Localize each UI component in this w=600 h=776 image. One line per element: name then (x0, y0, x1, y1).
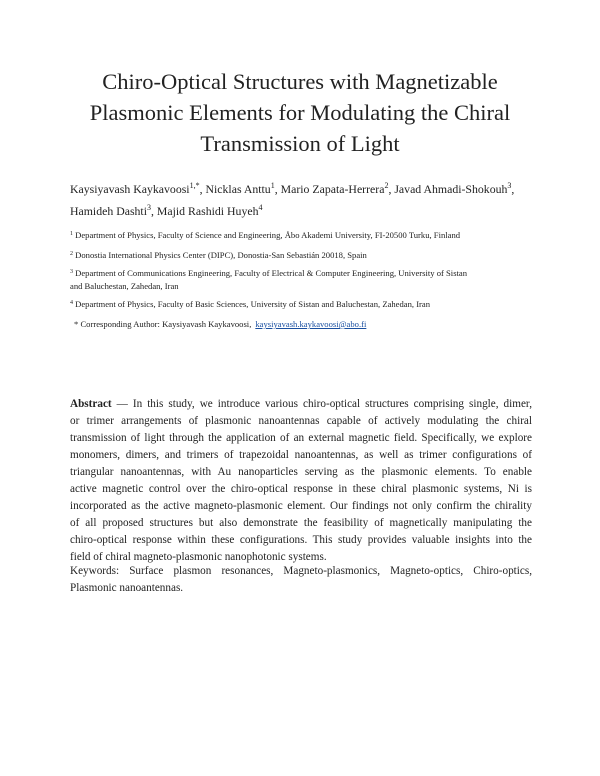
abstract-line: of all proposed structures but also demonstrate the feasibility of magnetically manipulating the (70, 517, 532, 529)
keywords-line: Plasmonic nanoantennas. (70, 582, 184, 594)
affiliation-mark: 3 (70, 269, 73, 275)
affiliation-text: Department of Physics, Faculty of Basic Sciences, University of Sistan and Baluchestan, Zahedan, Iran (75, 299, 431, 309)
keywords-line: Keywords: Surface plasmon resonances, Magneto-plasmonics, Magneto-optics, Chiro-optics, (70, 565, 532, 577)
affiliation (70, 298, 532, 311)
author-line: Kaysiyavash Kaykavoosi$^{1,*}$, Nicklas Anttu$^1$, Mario Zapata-Herrera$^2$, Javad Ahmadi-Shokouh$^3$, (70, 181, 515, 196)
affiliation-text: and Baluchestan, Zahedan, Iran (70, 281, 179, 291)
abstract-line: incorporated as the active magneto-plasmonic element. Our findings not only confirm the chirality (70, 500, 532, 512)
author-affiliation-mark: 1 (270, 181, 275, 190)
author-line: Hamideh Dashti$^3$, Majid Rashidi Huyeh$^4$ (70, 203, 263, 218)
author-affiliation-mark: 4 (258, 203, 263, 212)
abstract-line (70, 396, 532, 413)
affiliation-mark: 4 (70, 300, 73, 306)
author-name: Mario Zapata-Herrera (280, 182, 385, 196)
abstract (70, 396, 532, 566)
author-name: Hamideh Dashti (70, 204, 147, 218)
title-line: Transmission of Light (200, 131, 400, 156)
abstract-label: Abstract (70, 398, 112, 410)
abstract-line: or trimer arrangements of plasmonic nanoantennas capable of actively modulating the chiral (70, 415, 532, 427)
abstract-line: chiro-optical response within these configurations. This study provides valuable insights into the (70, 534, 532, 546)
author-name: Nicklas Anttu (205, 182, 271, 196)
affiliation-text: Department of Physics, Faculty of Science and Engineering, Åbo Akademi University, FI-20500 Turku, Finland (75, 230, 461, 240)
author-affiliation-mark: 2 (384, 181, 389, 190)
affiliation (70, 229, 532, 242)
affiliation (70, 267, 532, 293)
affiliation-mark: 2 (70, 251, 73, 257)
abstract-line: triangular nanoantennas, with Au nanoparticles serving as the plasmonic elements. To enable (70, 466, 532, 478)
abstract-text: — In this study, we introduce various chiro-optical structures comprising single, dimer, (111, 398, 532, 410)
corresponding-label: * Corresponding Author: Kaysiyavash Kaykavoosi, (74, 319, 252, 329)
corresponding-email-link[interactable]: kaysiyavash.kaykavoosi@abo.fi (255, 319, 367, 329)
author-affiliation-mark: 3 (147, 203, 151, 212)
affiliation (70, 249, 532, 262)
author-affiliation-mark: 1,* (189, 181, 200, 190)
affiliation-text: Department of Communications Engineering, Faculty of Electrical & Computer Engineering, University of Sistan (75, 268, 468, 278)
paper-title (60, 66, 540, 159)
affiliation-mark: 1 (70, 231, 73, 237)
abstract-line: monomers, dimers, and trimers of trapezoidal nanoantennas, as well as trimer configurations of (70, 449, 532, 461)
author-affiliation-mark: 3 (507, 181, 512, 190)
title-line: Chiro-Optical Structures with Magnetizable (102, 69, 498, 94)
keywords (70, 563, 532, 597)
abstract-line: field of chiral magneto-plasmonic nanophotonic systems. (70, 551, 327, 563)
title-line: Plasmonic Elements for Modulating the Chiral (89, 100, 511, 125)
abstract-line: active magnetic control over the chiro-optical response in these chiral plasmonic systems, Ni is (70, 483, 532, 495)
affiliation-text: Donostia International Physics Center (DIPC), Donostia-San Sebastián 20018, Spain (75, 250, 367, 260)
author-name: Javad Ahmadi-Shokouh (394, 182, 508, 196)
author-name: Kaysiyavash Kaykavoosi (70, 182, 190, 196)
author-list (70, 178, 532, 222)
corresponding-author (74, 318, 366, 331)
abstract-line: transmission of light through the application of an external magnetic field. Specifically, we explore (70, 432, 532, 444)
author-name: Majid Rashidi Huyeh (156, 204, 259, 218)
